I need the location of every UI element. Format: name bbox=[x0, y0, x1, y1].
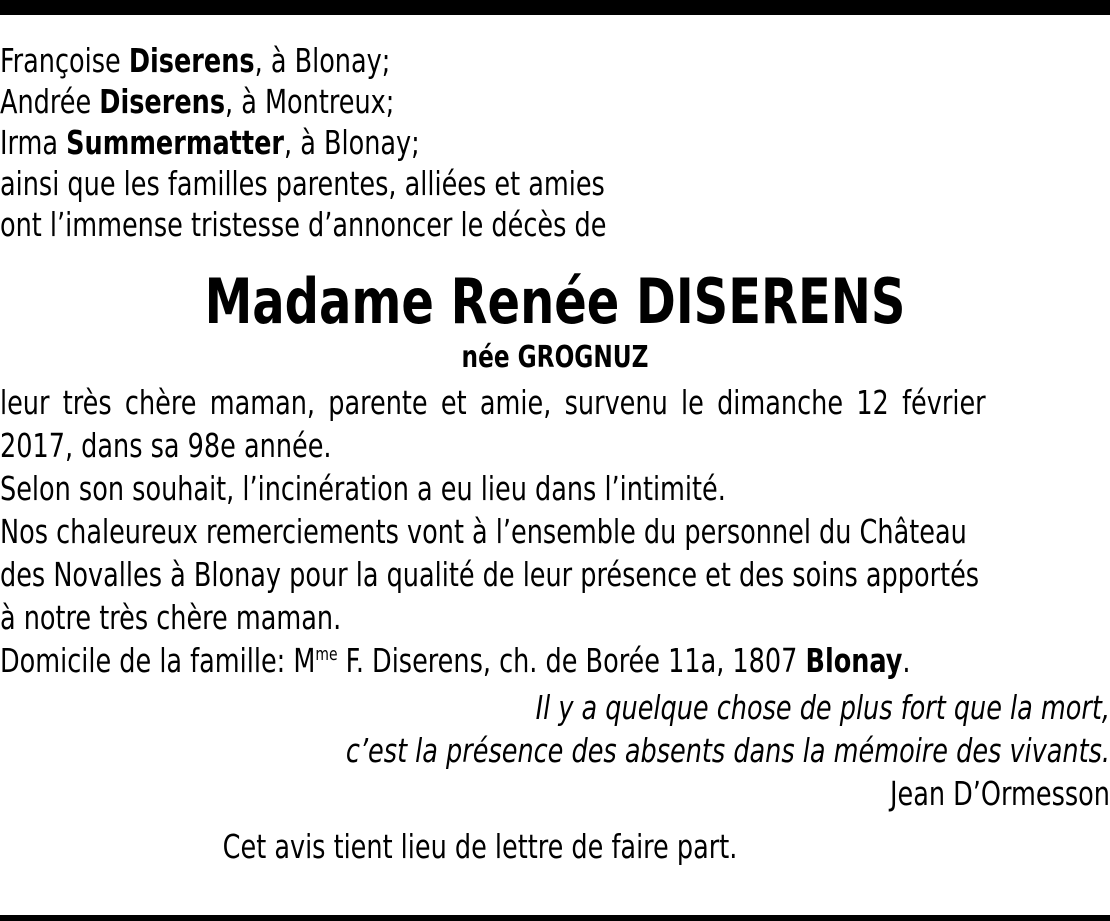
bottom-rule bbox=[0, 915, 1110, 921]
quote-author: Jean D’Ormesson bbox=[889, 774, 1110, 813]
domicile-town: Blonay bbox=[805, 641, 903, 680]
body-line-3: Selon son souhait, l’incinération a eu lieu dans l’intimité. bbox=[0, 469, 726, 508]
domicile-address: F. Diserens, ch. de Borée 11a, 1807 bbox=[337, 641, 806, 680]
first-name: Irma bbox=[0, 123, 59, 162]
last-name: Diserens bbox=[128, 41, 255, 80]
first-name: Françoise bbox=[0, 41, 121, 80]
title-abbrev-sup: me bbox=[315, 644, 338, 665]
body-line-2: 2017, dans sa 98e année. bbox=[0, 426, 332, 465]
deceased-name: Madame Renée DISERENS bbox=[204, 265, 906, 338]
domicile-end: . bbox=[902, 641, 911, 680]
obituary-notice bbox=[0, 40, 1110, 868]
body-line-4: Nos chaleureux remerciements vont à l’ensemble du personnel du Château bbox=[0, 512, 967, 551]
family-member-line bbox=[0, 122, 955, 163]
last-name: Diserens bbox=[99, 82, 226, 121]
place: , à Blonay; bbox=[254, 41, 391, 80]
domicile-prefix: Domicile de la famille: M bbox=[0, 641, 316, 680]
top-rule bbox=[0, 0, 1110, 15]
footer-note: Cet avis tient lieu de lettre de faire part. bbox=[222, 827, 738, 866]
first-name: Andrée bbox=[0, 82, 92, 121]
last-name: Summermatter bbox=[66, 123, 285, 162]
family-member-line bbox=[0, 40, 955, 81]
intro-line-1: ainsi que les familles parentes, alliées et amies bbox=[0, 164, 605, 203]
body-line-1: leur très chère maman, parente et amie, survenu le dimanche 12 février bbox=[0, 383, 986, 422]
body-line-6: à notre très chère maman. bbox=[0, 598, 342, 637]
domicile-line bbox=[0, 639, 955, 682]
quote-line-2: c’est la présence des absents dans la mémoire des vivants. bbox=[345, 731, 1110, 770]
intro-line-2: ont l’immense tristesse d’annoncer le décès de bbox=[0, 205, 607, 244]
place: , à Blonay; bbox=[284, 123, 420, 162]
place: , à Montreux; bbox=[225, 82, 395, 121]
maiden-name: née GROGNUZ bbox=[461, 340, 649, 375]
body-line-5: des Novalles à Blonay pour la qualité de leur présence et des soins apportés bbox=[0, 555, 980, 594]
quote-line-1: Il y a quelque chose de plus fort que la mort, bbox=[535, 688, 1110, 727]
family-member-line bbox=[0, 81, 955, 122]
